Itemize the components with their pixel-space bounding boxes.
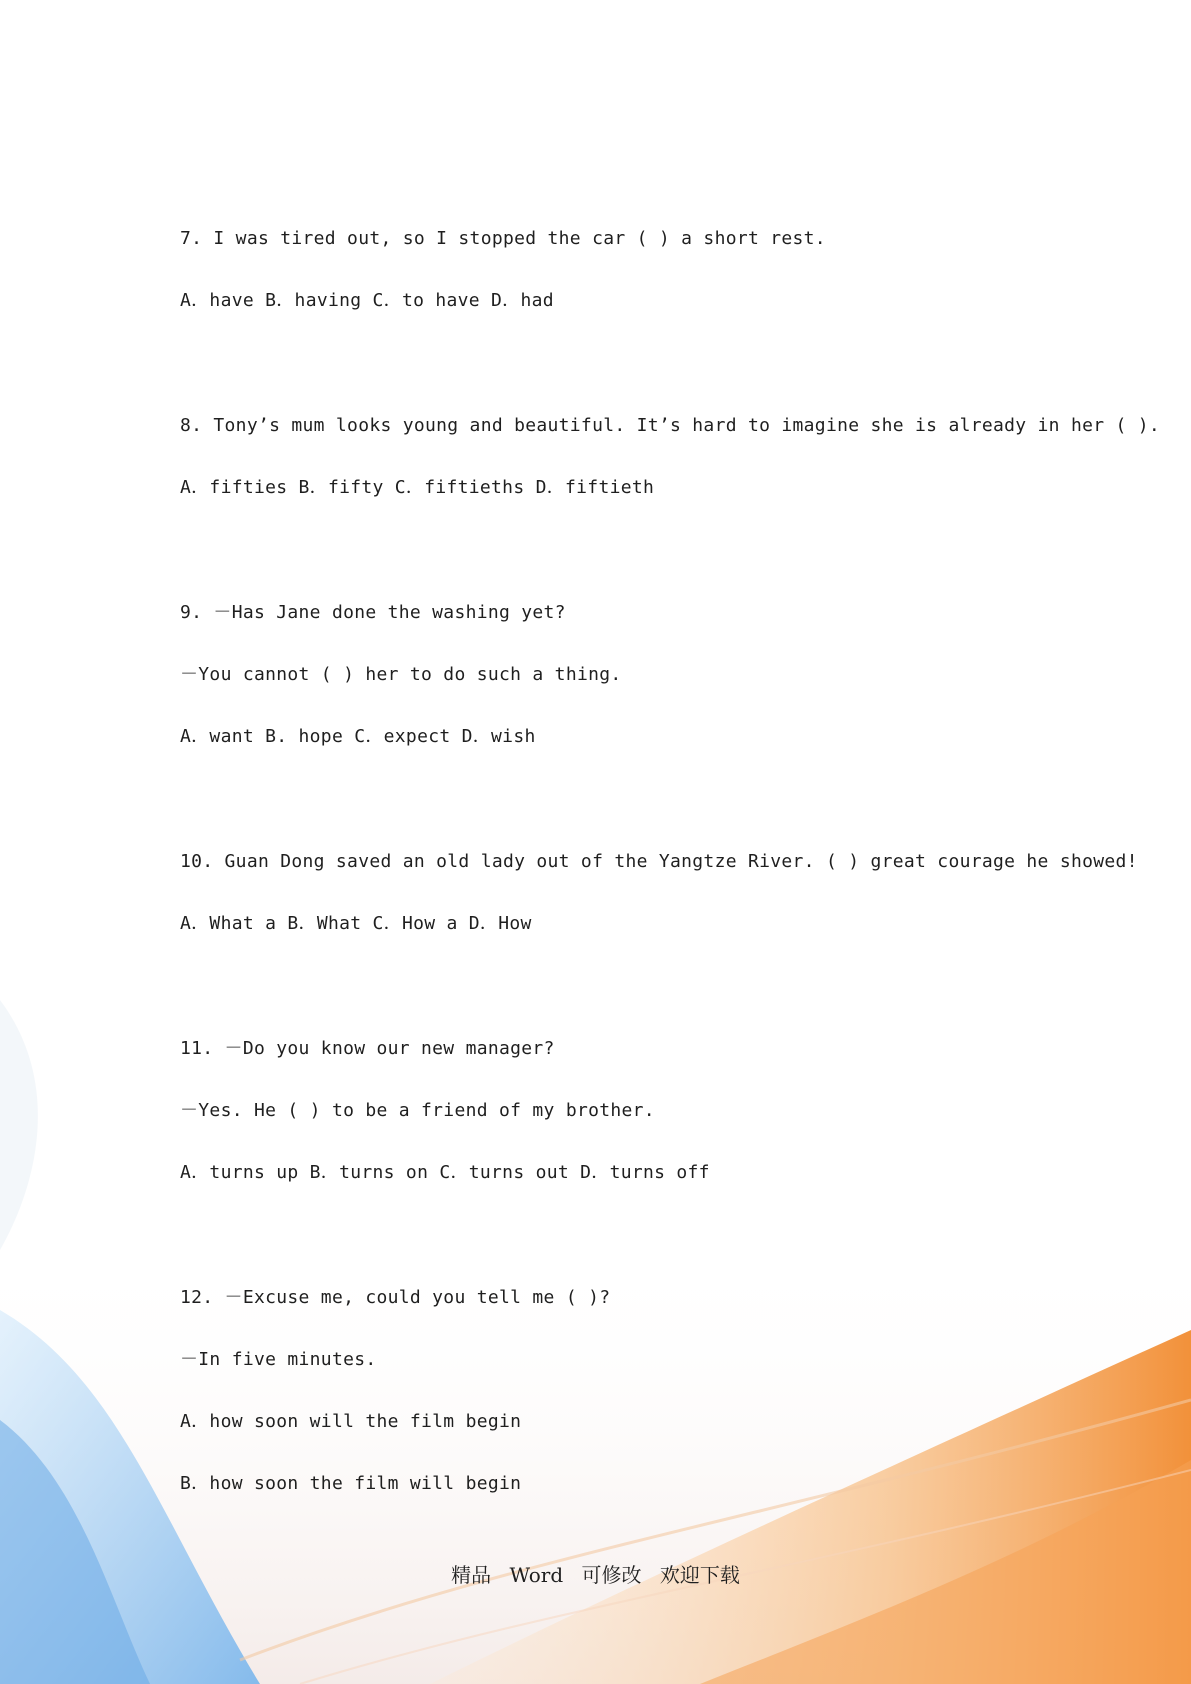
question-11-options: A．turns up B．turns on C．turns out D．turns off — [180, 1162, 710, 1183]
question-12-reply: －In five minutes. — [180, 1349, 377, 1370]
question-8-text: 8. Tony’s mum looks young and beautiful. It’s hard to imagine she is already in her ( ). — [180, 415, 1161, 436]
page-footer: 精品 Word 可修改 欢迎下载 — [451, 1563, 740, 1587]
question-8-options: A．fifties B．fifty C．fiftieths D．fiftieth — [180, 477, 655, 498]
question-9-reply: －You cannot ( ) her to do such a thing. — [180, 664, 622, 685]
question-9-options: A．want B. hope C．expect D．wish — [180, 726, 536, 747]
question-9-text: 9. －Has Jane done the washing yet? — [180, 602, 566, 623]
question-12-option-b: B．how soon the film will begin — [180, 1473, 522, 1494]
question-11-text: 11. －Do you know our new manager? — [180, 1038, 555, 1059]
question-7-text: 7. I was tired out, so I stopped the car ( ) a short rest. — [180, 228, 826, 249]
question-11-reply: －Yes. He ( ) to be a friend of my brother. — [180, 1100, 655, 1121]
question-12-option-a: A．how soon will the film begin — [180, 1411, 522, 1432]
question-10-text: 10. Guan Dong saved an old lady out of the Yangtze River. ( ) great courage he showed! — [180, 851, 1138, 872]
question-12-text: 12. －Excuse me, could you tell me ( )? — [180, 1287, 611, 1308]
question-10-options: A．What a B．What C．How a D．How — [180, 913, 532, 934]
question-7-options: A．have B．having C．to have D．had — [180, 290, 554, 311]
